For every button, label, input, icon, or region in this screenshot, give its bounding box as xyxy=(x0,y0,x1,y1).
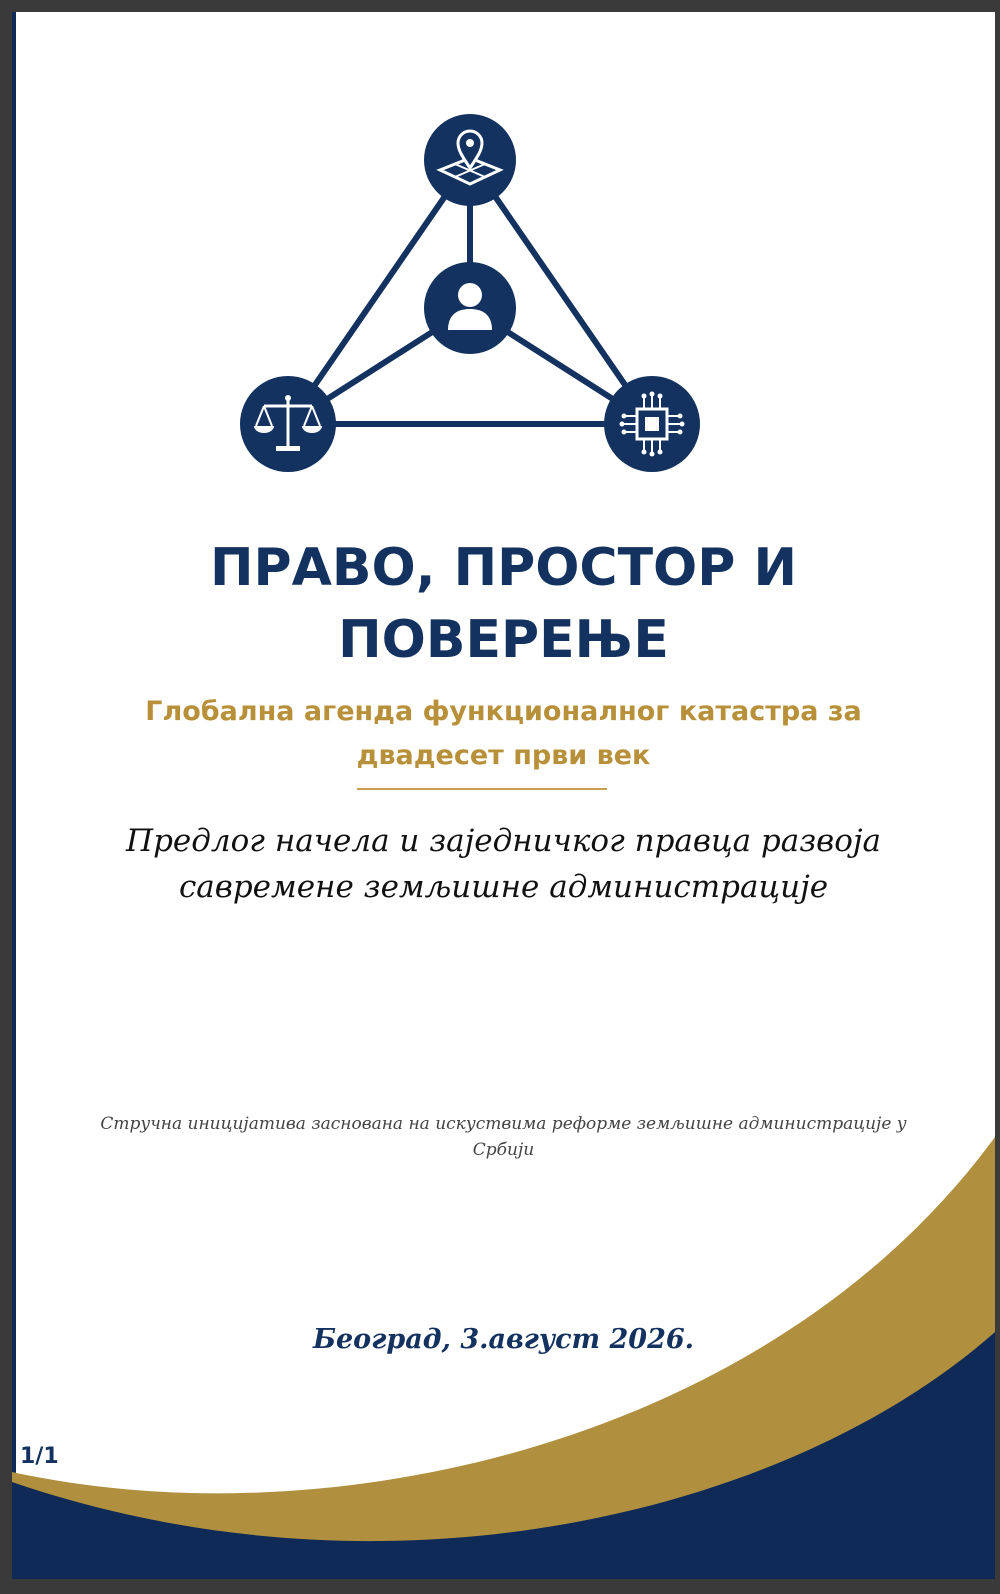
document-page xyxy=(12,12,995,1579)
lede-line-2: савремене земљишне администрације xyxy=(178,869,829,905)
subtitle-line-1: Глобална агенда функционалног катастра за xyxy=(145,696,862,727)
note-line-2: Србији xyxy=(472,1140,535,1160)
place-date: Београд, 3.август 2026. xyxy=(312,1324,695,1355)
title-line-2: ПОВЕРЕЊЕ xyxy=(338,610,669,670)
title-line-1: ПРАВО, ПРОСТОР И xyxy=(210,538,797,598)
note-line-1: Стручна иницијатива заснована на искуствима реформе земљишне администрације у xyxy=(100,1114,907,1134)
lede-line-1: Предлог начела и заједничког правца развоја xyxy=(126,823,881,859)
page-number: 1/1 xyxy=(20,1444,59,1469)
subtitle-line-2: двадесет први век xyxy=(356,740,651,771)
